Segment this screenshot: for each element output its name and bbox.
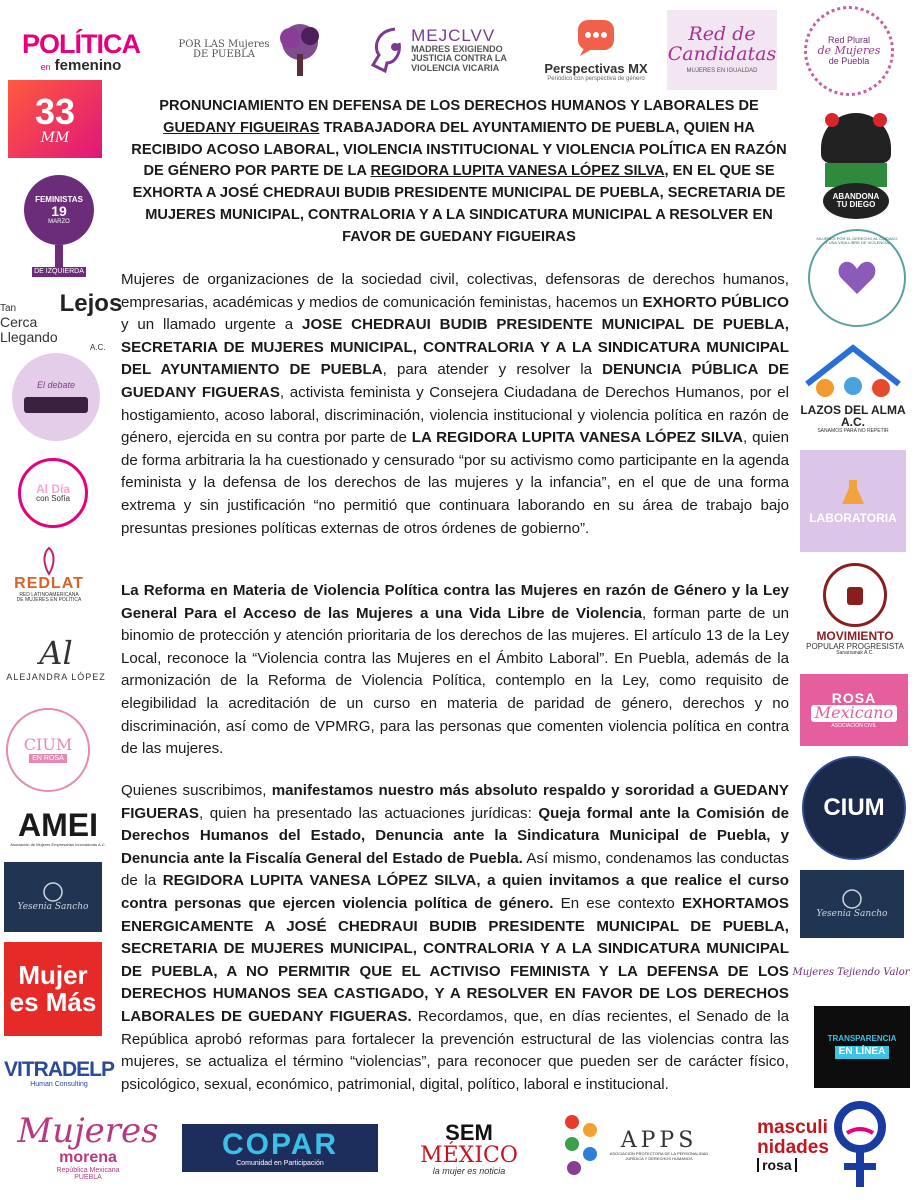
- paragraph-3: Quienes suscribimos, manifestamos nuestro más absoluto respaldo y sororidad a GUEDANY FIGUERAS, quien ha presentado las actuaciones jurídicas: Queja formal ante la Comisión de Derechos Humanos del Estado, Denuncia ante la Sindicatura Municipal de Puebla, y Denuncia ante la Fiscalía General del Estado de Puebla. Así mismo, condenamos las conductas de la REGIDORA LUPITA VANESA LÓPEZ SILVA, a quien invitamos a que realice el curso contra personas que ejercen violencia política de género. En ese contexto EXHORTAMOS ENERGICAMENTE A JOSÉ CHEDRAUI BUDIB PRESIDENTE MUNICIPAL DE PUEBLA, SECRETARIA DE MUJERES MUNICIPAL, CONTRALORIA Y A LA SINDICATURA MUNICIPAL DE PUEBLA, A NO PERMITIR QUE EL ACTIVISO FEMINISTA Y LA DEFENSA DE LOS DERECHOS HUMANOS SEA CASTIGADO, Y A RESOLVER EN FAVOR DE LOS DERECHOS LABORALES DE GUEDANY FIGUERAS. Recordamos, que, en días recientes, el Senado de la República aprobó reformas para fortalecer la prevención estructural de las violencias contra las mujeres, se actualiza el término “violencias”, para reconocer que pueden ser de carácter físico, psicológico, sexual, económico, patrimonial, digital, político, laboral e institucional.: [121, 782, 790, 1093]
- logo-redlat: REDLAT RED LATINOAMERICANA DE MUJERES EN POLÍTICA: [8, 540, 90, 610]
- logo-mujeres-morena: Mujeres morena República Mexicana PUEBLA: [17, 1111, 159, 1182]
- logo-abandona-tu-diego: ABANDONA TU DIEGO: [808, 108, 904, 224]
- logo-yesenia-sancho-left: Yesenia Sancho: [4, 862, 102, 932]
- female-symbol-icon: [829, 1097, 891, 1193]
- flask-icon: [840, 478, 866, 508]
- seal-icon: [42, 881, 64, 903]
- logo-copar: COPAR Comunidad en Participación: [182, 1124, 378, 1172]
- logo-mujeres-tejiendo-valor: Mujeres Tejiendo Valor: [792, 966, 910, 978]
- logo-lazos-del-alma: LAZOS DEL ALMA A.C. SANAMOS PARA NO REPETIR: [796, 340, 910, 438]
- woman-profile-icon: [365, 25, 407, 75]
- logo-tan-cerca-llegando-lejos: Tan Cerca Llegando Lejos A.C.: [0, 290, 123, 353]
- logo-apps: APPS ASOCIACIÓN PROTECTORA DE LA PERSONALIDAD JURÍDICA Y DERECHOS HUMANOS: [560, 1100, 710, 1190]
- heart-icon: [837, 260, 877, 296]
- logo-alejandra-lopez: Al ALEJANDRA LÓPEZ: [6, 634, 106, 683]
- logo-al-dia-con-sofia: Al Día con Sofía: [18, 458, 88, 528]
- colored-dots-icon: [560, 1110, 604, 1180]
- logo-cium-en-rosa: CIUM EN ROSA: [6, 708, 90, 792]
- logo-vitradelp: VITRADELP Human Consulting: [4, 1058, 115, 1089]
- logo-mujer-es-mas: Mujer es Más: [4, 942, 102, 1036]
- logo-red-plural-mujeres-puebla: Red Plural de Mujeres de Puebla: [797, 6, 901, 96]
- fist-icon: [841, 581, 869, 609]
- logo-perspectivas-mx: Perspectivas MX Periódico con perspectiva de género: [535, 10, 657, 90]
- logo-yesenia-sancho-right: Yesenia Sancho: [800, 870, 904, 938]
- logo-masculinidades-rosa: masculi nidades rosa: [736, 1094, 912, 1196]
- logo-por-las-mujeres-de-puebla: POR LAS Mujeres DE PUEBLA: [172, 16, 332, 84]
- logo-politica-en-femenino: POLÍTICA en femenino: [22, 28, 140, 75]
- logo-el-debate: El debate: [8, 352, 104, 442]
- logo-feministas-de-izquierda: FEMINISTAS 19 MARZO DE IZQUIERDA: [18, 166, 100, 286]
- logo-33: 33 MM: [8, 80, 102, 158]
- logo-mujeres-derecho-cuidado: MUJERES POR EL DERECHO AL CUIDADO Y UNA VIDA LIBRE DE VIOLENCIA: [807, 228, 907, 328]
- paragraph-1: Mujeres de organizaciones de la sociedad civil, colectivas, defensoras de derechos humanos, empresarias, académicas y medios de comunicación feministas, hacemos un EXHORTO PÚBLICO y un llamado urgente a JOSE CHEDRAUI BUDIB PRESIDENTE MUNICIPAL DE PUEBLA, SECRETARIA DE MUJERES MUNICIPAL, CONTRALORIA Y A LA SINDICATURA MUNICIPAL DEL AYUNTAMIENTO DE PUEBLA, para atender y resolver la DENUNCIA PÚBLICA DE GUEDANY FIGUERAS, activista feminista y Consejera Ciudadana de Derechos Humanos, por el hostigamiento, acoso laboral, discriminación, violencia institucional y violencia política en razón de género, ejercida en su contra por parte de LA REGIDORA LUPITA VANESA LÓPEZ SILVA, quien de forma arbitraria la ha cuestionado y censurado “por su activismo como participante en la agenda feminista y la defensa de los derechos de las mujeres y la infancia”, en el que de una forma extrema y sin justificación “no permitió que continuara laborando en su área de trabajo bajo presuntas presiones políticas externas de otros órdenes de gobierno”.: [121, 271, 790, 537]
- house-children-icon: [801, 344, 905, 404]
- seal-icon: [841, 888, 863, 910]
- woman-silhouette-icon: [34, 546, 64, 576]
- tree-icon: [274, 20, 326, 80]
- logo-transparencia-en-linea: TRANSPARENCIA EN LÍNEA: [814, 1006, 910, 1088]
- logo-amei: AMEI Asociación de Mujeres Empresarias Innovadoras A.C.: [10, 807, 106, 847]
- paragraph-2: La Reforma en Materia de Violencia Política contra las Mujeres en razón de Género y la Ley General Para el Acceso de las Mujeres a una Vida Libre de Violencia, forman parte de un binomio de protección y atención prioritaria de los derechos de las mujeres. El artículo 13 de la Ley Local, reconoce la “Violencia contra las Mujeres en el Ámbito Laboral”. En Puebla, además de la armonización de la Reforma de Violencia Política, contemplo en la Ley, como requisito de elegibilidad la acreditación de un curso en materia de paridad de género, derechos y no discriminación, así como de VPMRG, para las personas que comenten violencia política en contra de las mujeres.: [121, 582, 789, 758]
- chat-bubble-icon: [576, 18, 616, 58]
- logo-laboratoria: LABORATORIA: [800, 450, 906, 552]
- logo-mejclvv: MEJCLVV MADRES EXIGIENDO JUSTICIA CONTRA LA VIOLENCIA VICARIA: [352, 18, 520, 82]
- logo-sem-mexico: SEM MÉXICO la mujer es noticia: [420, 1120, 518, 1177]
- logo-cium: CIUM: [802, 756, 906, 860]
- logo-red-de-candidatas: Red de Candidatas MUJERES EN IGUALDAD: [667, 10, 777, 90]
- logo-movimiento-popular-progresista: MOVIMIENTO POPULAR PROGRESISTA Sanarsanak A.C.: [800, 562, 910, 658]
- logo-rosa-mexicano: ROSA Mexicano ASOCIACIÓN CIVIL: [800, 674, 908, 746]
- document-title: PRONUNCIAMIENTO EN DEFENSA DE LOS DERECHOS HUMANOS Y LABORALES DE GUEDANY FIGUEIRAS TRABAJADORA DEL AYUNTAMIENTO DE PUEBLA, QUIEN HA RECIBIDO ACOSO LABORAL, VIOLENCIA INSTITUCIONAL Y VIOLENCIA POLÍTICA EN RAZÓN DE GÉNERO POR PARTE DE LA REGIDORA LUPITA VANESA LÓPEZ SILVA, EN EL QUE SE EXHORTA A JOSÉ CHEDRAUI BUDIB PRESIDENTE MUNICIPAL DE PUEBLA, SECRETARIA DE MUJERES MUNICIPAL, CONTRALORIA Y A LA SINDICATURA MUNICIPAL A RESOLVER EN FAVOR DE GUEDANY FIGUEIRAS: [131, 98, 787, 245]
